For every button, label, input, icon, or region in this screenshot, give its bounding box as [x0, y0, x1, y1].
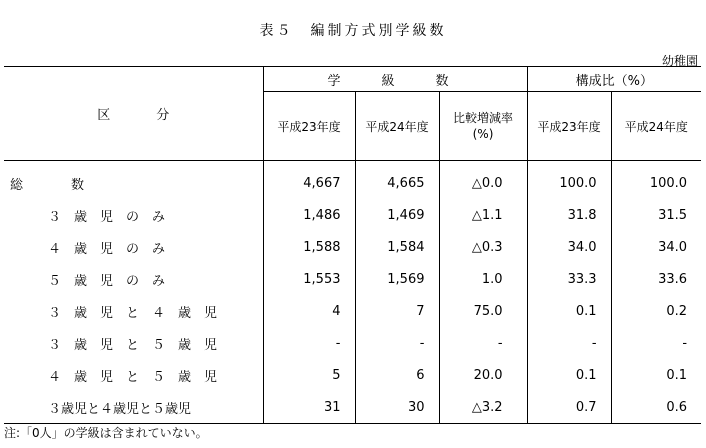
cell-value: 5 — [263, 359, 355, 391]
table-row — [4, 199, 701, 231]
row-label: ４ 歳 児 と ５ 歳 児 — [48, 369, 218, 385]
kubun-header — [4, 67, 263, 161]
row-label: ３ 歳 児 の み — [48, 209, 166, 225]
table-row — [4, 391, 701, 424]
row-label: ３ 歳 児 と ５ 歳 児 — [48, 337, 218, 353]
table-row — [4, 263, 701, 295]
cell-value: 75.0 — [439, 295, 527, 327]
cell-value: 1,486 — [263, 199, 355, 231]
cell-value: 4,665 — [355, 161, 439, 200]
cell-value: 34.0 — [611, 231, 701, 263]
cell-value: 0.1 — [527, 295, 611, 327]
table-row-total — [4, 161, 701, 200]
row-label: ３歳児と４歳児と５歳児 — [48, 401, 192, 417]
cell-value: 0.2 — [611, 295, 701, 327]
cell-value: △3.2 — [439, 391, 527, 424]
cell-value: 33.3 — [527, 263, 611, 295]
cell-value: 31.8 — [527, 199, 611, 231]
cell-value: △1.1 — [439, 199, 527, 231]
gakkyu-group-label: 学 級 数 — [327, 73, 463, 89]
cell-value: - — [611, 327, 701, 359]
row-label: ４ 歳 児 の み — [48, 241, 166, 257]
kousei-group-header — [527, 67, 701, 92]
col-header-change-rate-label: 比較増減率 (%) — [453, 111, 514, 141]
cell-value: - — [439, 327, 527, 359]
col-header-ratio-h23: 平成23年度 — [527, 92, 611, 161]
table-row — [4, 359, 701, 391]
col-header-h24: 平成24年度 — [355, 92, 439, 161]
cell-value: 1,469 — [355, 199, 439, 231]
table-row — [4, 295, 701, 327]
table-title: 表５ 編制方式別学級数 — [259, 23, 447, 39]
cell-value: 31 — [263, 391, 355, 424]
cell-value: 100.0 — [527, 161, 611, 200]
cell-value: 1,553 — [263, 263, 355, 295]
gakkyu-group-header — [263, 67, 527, 92]
col-header-change-rate — [439, 92, 527, 161]
table-row — [4, 231, 701, 263]
cell-value: 6 — [355, 359, 439, 391]
cell-value: 4 — [263, 295, 355, 327]
footnote: 注:「0人」の学級は含まれていない。 — [4, 426, 208, 440]
cell-value: △0.0 — [439, 161, 527, 200]
col-header-h23: 平成23年度 — [263, 92, 355, 161]
cell-value: 1,569 — [355, 263, 439, 295]
cell-value: 31.5 — [611, 199, 701, 231]
cell-value: 30 — [355, 391, 439, 424]
cell-value: 1,588 — [263, 231, 355, 263]
row-label: ５ 歳 児 の み — [48, 273, 166, 289]
cell-value: △0.3 — [439, 231, 527, 263]
row-label: ３ 歳 児 と ４ 歳 児 — [48, 305, 218, 321]
cell-value: 100.0 — [611, 161, 701, 200]
cell-value: 1.0 — [439, 263, 527, 295]
cell-value: 4,667 — [263, 161, 355, 200]
cell-value: 0.6 — [611, 391, 701, 424]
cell-value: 33.6 — [611, 263, 701, 295]
row-label: 総数 — [10, 177, 133, 193]
kubun-header-label: 区分 — [97, 108, 216, 123]
cell-value: 7 — [355, 295, 439, 327]
cell-value: 0.7 — [527, 391, 611, 424]
kousei-group-label: 構成比（%） — [575, 73, 653, 89]
unit-label: 幼稚園 — [661, 54, 698, 68]
table-row — [4, 327, 701, 359]
cell-value: 0.1 — [611, 359, 701, 391]
cell-value: 1,584 — [355, 231, 439, 263]
kindergarten-class-table — [4, 66, 701, 424]
cell-value: 34.0 — [527, 231, 611, 263]
cell-value: - — [527, 327, 611, 359]
col-header-ratio-h24: 平成24年度 — [611, 92, 701, 161]
cell-value: - — [263, 327, 355, 359]
cell-value: 20.0 — [439, 359, 527, 391]
cell-value: - — [355, 327, 439, 359]
cell-value: 0.1 — [527, 359, 611, 391]
